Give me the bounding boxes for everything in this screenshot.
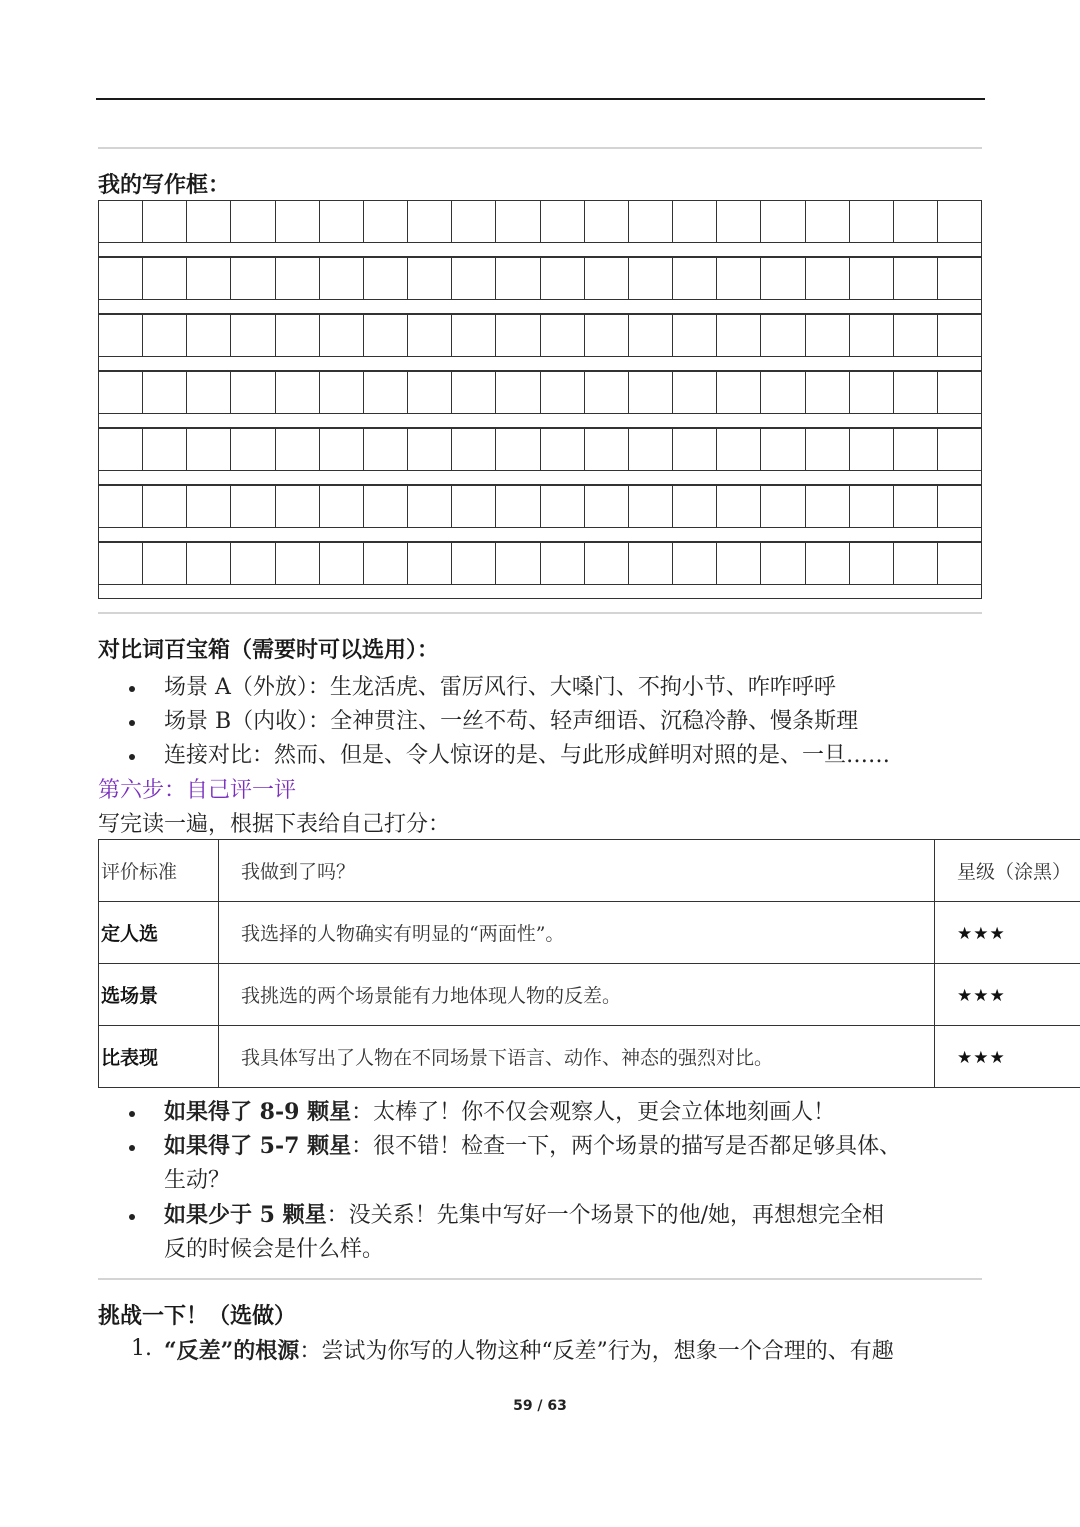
writing-cell[interactable] [452, 372, 496, 413]
writing-cell[interactable] [364, 543, 408, 584]
writing-cell[interactable] [717, 258, 761, 299]
writing-cell[interactable] [541, 372, 585, 413]
writing-cell[interactable] [364, 258, 408, 299]
writing-cell[interactable] [850, 258, 894, 299]
writing-cell[interactable] [320, 201, 364, 242]
writing-cell[interactable] [850, 429, 894, 470]
list-item: 如果得了 8-9 颗星：太棒了！你不仅会观察人，更会立体地刻画人！ [164, 1099, 836, 1125]
star-rating[interactable] [935, 902, 1080, 964]
list-item: 场景 A（外放）：生龙活虎、雷厉风行、大嗓门、不拘小节、咋咋呼呼 [164, 675, 836, 700]
writing-cell[interactable] [231, 372, 275, 413]
writing-cell[interactable] [320, 258, 364, 299]
writing-cell[interactable] [761, 486, 805, 527]
writing-cell[interactable] [276, 201, 320, 242]
writing-cell[interactable] [629, 486, 673, 527]
writing-cell[interactable] [585, 315, 629, 356]
writing-cell[interactable] [99, 201, 143, 242]
writing-cell[interactable] [629, 372, 673, 413]
writing-cell[interactable] [187, 543, 231, 584]
writing-cell[interactable] [673, 201, 717, 242]
writing-cell[interactable] [99, 543, 143, 584]
writing-cell[interactable] [894, 429, 938, 470]
grid-row [98, 485, 982, 542]
writing-cell[interactable] [850, 486, 894, 527]
writing-cell[interactable] [231, 201, 275, 242]
bullet-icon [129, 720, 135, 726]
writing-cell[interactable] [629, 258, 673, 299]
writing-cell[interactable] [894, 372, 938, 413]
writing-cell[interactable] [187, 429, 231, 470]
writing-cell[interactable] [717, 543, 761, 584]
writing-cell[interactable] [320, 372, 364, 413]
writing-cell[interactable] [761, 315, 805, 356]
list-item-continued: 反的时候会是什么样。 [164, 1237, 385, 1262]
writing-cell[interactable] [143, 372, 187, 413]
writing-cell[interactable] [894, 486, 938, 527]
writing-cell[interactable] [231, 543, 275, 584]
writing-cell[interactable] [938, 315, 981, 356]
writing-cell[interactable] [938, 372, 981, 413]
writing-cell[interactable] [673, 372, 717, 413]
writing-cell[interactable] [496, 486, 540, 527]
writing-cell[interactable] [761, 201, 805, 242]
writing-cell[interactable] [806, 486, 850, 527]
writing-cell[interactable] [187, 372, 231, 413]
section-divider [98, 612, 982, 614]
writing-cell[interactable] [99, 315, 143, 356]
writing-cell[interactable] [761, 429, 805, 470]
list-item: 如果少于 5 颗星：没关系！先集中写好一个场景下的他/她，再想想完全相 [164, 1202, 885, 1228]
writing-cell[interactable] [629, 429, 673, 470]
writing-cell[interactable] [364, 429, 408, 470]
grid-spacer [98, 242, 982, 257]
bullet-icon [129, 1214, 135, 1220]
writing-cell[interactable] [673, 429, 717, 470]
writing-cell[interactable] [99, 429, 143, 470]
writing-cell[interactable] [408, 429, 452, 470]
grid-cell-row [98, 314, 982, 357]
writing-cell[interactable] [276, 372, 320, 413]
writing-cell[interactable] [585, 429, 629, 470]
writing-cell[interactable] [408, 201, 452, 242]
writing-cell[interactable] [143, 201, 187, 242]
grid-cell-row [98, 428, 982, 471]
writing-cell[interactable] [276, 429, 320, 470]
writing-cell[interactable] [717, 486, 761, 527]
writing-cell[interactable] [806, 201, 850, 242]
writing-cell[interactable] [320, 315, 364, 356]
writing-grid[interactable] [98, 200, 982, 599]
evaluation-table [98, 839, 1080, 1088]
grid-spacer [98, 470, 982, 485]
writing-cell[interactable] [143, 258, 187, 299]
writing-cell[interactable] [894, 543, 938, 584]
writing-cell[interactable] [408, 372, 452, 413]
writing-cell[interactable] [364, 486, 408, 527]
writing-cell[interactable] [320, 543, 364, 584]
writing-cell[interactable] [187, 258, 231, 299]
challenge-title: 挑战一下！（选做） [98, 1303, 297, 1329]
section-divider [98, 147, 982, 149]
writing-cell[interactable] [806, 315, 850, 356]
question-cell: 我具体写出了人物在不同场景下语言、动作、神态的强烈对比。 [219, 1026, 935, 1088]
star-icon[interactable]: ★★★ [957, 985, 1006, 1006]
writing-cell[interactable] [717, 315, 761, 356]
writing-cell[interactable] [320, 429, 364, 470]
grid-row [98, 542, 982, 599]
bullet-icon [129, 1111, 135, 1117]
writing-cell[interactable] [541, 429, 585, 470]
writing-cell[interactable] [99, 372, 143, 413]
writing-cell[interactable] [938, 429, 981, 470]
star-icon[interactable]: ★★★ [957, 923, 1006, 944]
top-divider [96, 98, 985, 100]
writing-cell[interactable] [452, 486, 496, 527]
bullet-icon [129, 754, 135, 760]
grid-row [98, 428, 982, 485]
writing-cell[interactable] [276, 315, 320, 356]
writing-cell[interactable] [541, 486, 585, 527]
writing-cell[interactable] [231, 258, 275, 299]
table-header-row [99, 840, 1080, 902]
writing-cell[interactable] [143, 543, 187, 584]
section-divider [98, 1278, 982, 1280]
writing-cell[interactable] [452, 315, 496, 356]
grid-cell-row [98, 257, 982, 300]
writing-cell[interactable] [894, 258, 938, 299]
writing-cell[interactable] [629, 543, 673, 584]
list-item: 如果得了 5-7 颗星：很不错！检查一下，两个场景的描写是否都足够具体、 [164, 1133, 902, 1159]
writing-cell[interactable] [673, 315, 717, 356]
word-box-title: 对比词百宝箱（需要时可以选用）： [98, 637, 440, 663]
writing-cell[interactable] [541, 258, 585, 299]
bullet-icon [129, 1145, 135, 1151]
grid-spacer [98, 356, 982, 371]
writing-cell[interactable] [717, 201, 761, 242]
writing-cell[interactable] [894, 315, 938, 356]
writing-cell[interactable] [585, 372, 629, 413]
writing-cell[interactable] [143, 429, 187, 470]
criterion-cell: 选场景 [99, 964, 219, 1026]
table-row [99, 964, 1080, 1026]
writing-cell[interactable] [364, 201, 408, 242]
writing-cell[interactable] [806, 543, 850, 584]
writing-cell[interactable] [541, 315, 585, 356]
writing-cell[interactable] [187, 201, 231, 242]
writing-cell[interactable] [408, 486, 452, 527]
star-icon[interactable]: ★★★ [957, 1047, 1006, 1068]
writing-cell[interactable] [585, 258, 629, 299]
writing-cell[interactable] [408, 543, 452, 584]
bullet-icon [129, 686, 135, 692]
header-question: 我做到了吗？ [219, 840, 935, 902]
step6-intro: 写完读一遍，根据下表给自己打分： [98, 812, 451, 837]
writing-cell[interactable] [231, 315, 275, 356]
writing-cell[interactable] [496, 201, 540, 242]
writing-cell[interactable] [496, 429, 540, 470]
writing-cell[interactable] [673, 258, 717, 299]
writing-cell[interactable] [452, 429, 496, 470]
grid-row [98, 200, 982, 257]
header-stars: 星级（涂黑） [935, 840, 1080, 902]
writing-cell[interactable] [99, 486, 143, 527]
writing-cell[interactable] [496, 543, 540, 584]
question-cell: 我挑选的两个场景能有力地体现人物的反差。 [219, 964, 935, 1026]
list-item: 连接对比：然而、但是、令人惊讶的是、与此形成鲜明对照的是、一旦…… [164, 743, 891, 768]
grid-row [98, 257, 982, 314]
writing-cell[interactable] [231, 486, 275, 527]
grid-cell-row [98, 371, 982, 414]
writing-cell[interactable] [452, 543, 496, 584]
writing-cell[interactable] [187, 486, 231, 527]
writing-cell[interactable] [452, 201, 496, 242]
writing-cell[interactable] [938, 486, 981, 527]
grid-cell-row [98, 200, 982, 243]
writing-cell[interactable] [761, 258, 805, 299]
writing-cell[interactable] [496, 315, 540, 356]
table-row [99, 902, 1080, 964]
writing-cell[interactable] [850, 201, 894, 242]
writing-cell[interactable] [496, 258, 540, 299]
grid-spacer [98, 527, 982, 542]
writing-cell[interactable] [276, 258, 320, 299]
grid-cell-row [98, 542, 982, 585]
writing-cell[interactable] [806, 258, 850, 299]
writing-cell[interactable] [408, 258, 452, 299]
writing-cell[interactable] [585, 201, 629, 242]
writing-cell[interactable] [673, 543, 717, 584]
list-item-continued: 生动？ [164, 1168, 231, 1193]
writing-cell[interactable] [717, 372, 761, 413]
list-item: 场景 B（内收）：全神贯注、一丝不苟、轻声细语、沉稳冷静、慢条斯理 [164, 709, 859, 734]
page-number: 59 / 63 [513, 1398, 567, 1414]
header-criterion: 评价标准 [99, 840, 219, 902]
writing-cell[interactable] [806, 429, 850, 470]
star-rating[interactable] [935, 964, 1080, 1026]
writing-cell[interactable] [761, 543, 805, 584]
writing-cell[interactable] [761, 372, 805, 413]
writing-cell[interactable] [276, 543, 320, 584]
writing-cell[interactable] [629, 201, 673, 242]
writing-cell[interactable] [806, 372, 850, 413]
writing-cell[interactable] [408, 315, 452, 356]
star-rating[interactable] [935, 1026, 1080, 1088]
writing-cell[interactable] [276, 486, 320, 527]
challenge-item: “反差”的根源：尝试为你写的人物这种“反差”行为，想象一个合理的、有趣 [164, 1338, 894, 1364]
criterion-cell: 定人选 [99, 902, 219, 964]
writing-cell[interactable] [938, 543, 981, 584]
writing-cell[interactable] [850, 315, 894, 356]
writing-cell[interactable] [938, 201, 981, 242]
writing-frame-title: 我的写作框： [98, 172, 231, 198]
writing-cell[interactable] [850, 372, 894, 413]
grid-spacer [98, 413, 982, 428]
challenge-item-number: 1. [131, 1336, 152, 1361]
writing-cell[interactable] [452, 258, 496, 299]
criterion-cell: 比表现 [99, 1026, 219, 1088]
writing-cell[interactable] [143, 315, 187, 356]
grid-row [98, 314, 982, 371]
writing-cell[interactable] [143, 486, 187, 527]
writing-cell[interactable] [364, 372, 408, 413]
grid-spacer [98, 299, 982, 314]
grid-row [98, 371, 982, 428]
writing-cell[interactable] [496, 372, 540, 413]
writing-cell[interactable] [585, 543, 629, 584]
writing-cell[interactable] [850, 543, 894, 584]
grid-spacer [98, 584, 982, 599]
writing-cell[interactable] [99, 258, 143, 299]
writing-cell[interactable] [673, 486, 717, 527]
question-cell: 我选择的人物确实有明显的“两面性”。 [219, 902, 935, 964]
writing-cell[interactable] [541, 201, 585, 242]
writing-cell[interactable] [187, 315, 231, 356]
grid-cell-row [98, 485, 982, 528]
writing-cell[interactable] [629, 315, 673, 356]
table-row [99, 1026, 1080, 1088]
writing-cell[interactable] [894, 201, 938, 242]
writing-cell[interactable] [364, 315, 408, 356]
writing-cell[interactable] [585, 486, 629, 527]
writing-cell[interactable] [717, 429, 761, 470]
writing-cell[interactable] [938, 258, 981, 299]
step6-title: 第六步：自己评一评 [98, 778, 297, 803]
writing-cell[interactable] [541, 543, 585, 584]
writing-cell[interactable] [320, 486, 364, 527]
writing-cell[interactable] [231, 429, 275, 470]
